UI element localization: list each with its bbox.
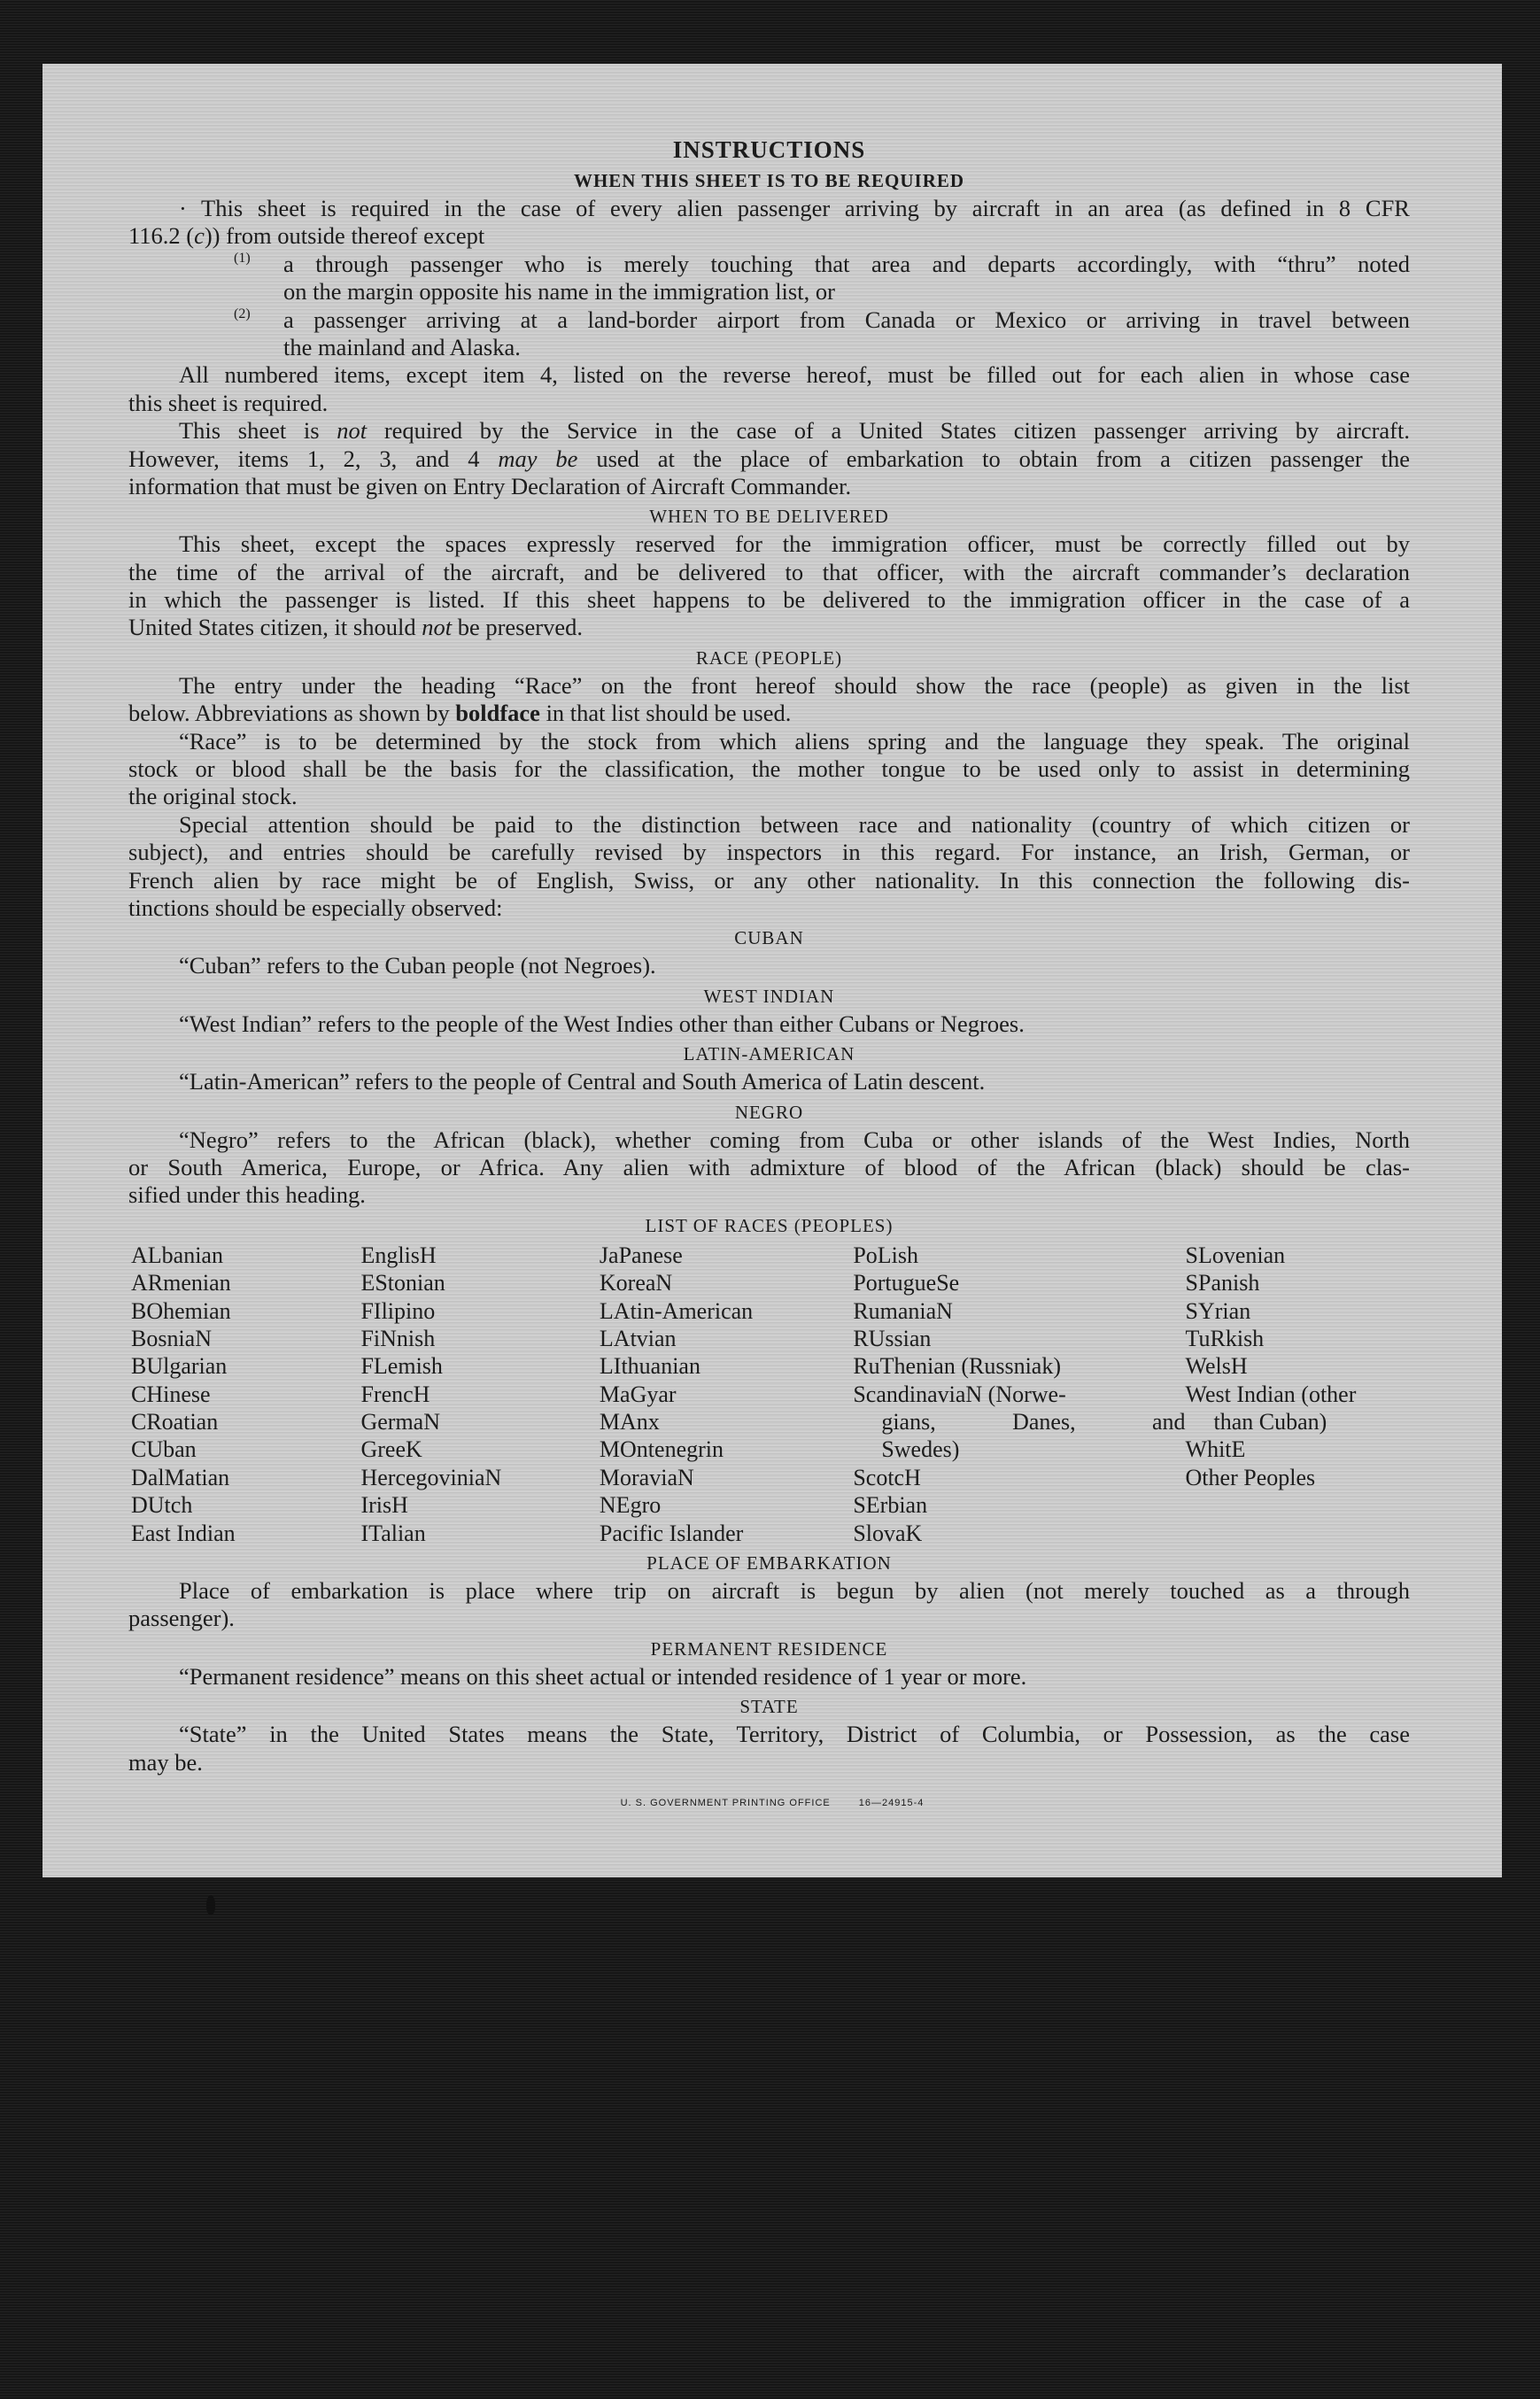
text-line (128, 700, 1410, 727)
item-number: (2) (234, 306, 251, 321)
race-entry: Other Peoples (1185, 1464, 1316, 1490)
race-entry: GermaN (360, 1409, 440, 1436)
text-line: “Race” is to be determined by the stock from which aliens spring and the language they speak. The original (179, 727, 1410, 755)
text-line: Special attention should be paid to the distinction between race and nationality (country of which citizen or (179, 810, 1410, 838)
form-number: 16—24915-4 (858, 1798, 925, 1808)
ink-mark (206, 1895, 215, 1915)
race-entry: JaPanese (599, 1242, 683, 1268)
text-segment: below. Abbreviations as shown by (128, 700, 456, 727)
race-entry: BOhemian (131, 1297, 231, 1324)
race-entry: FIlipino (360, 1297, 436, 1324)
text-line: information that must be given on Entry Declaration of Aircraft Commander. (128, 472, 852, 499)
text-line: on the margin opposite his name in the immigration list, or (283, 278, 835, 306)
race-entry: ALbanian (131, 1242, 223, 1268)
race-entry: WelsH (1185, 1353, 1248, 1380)
race-entry: SErbian (853, 1492, 928, 1519)
text-line: a through passenger who is merely touching that area and departs accordingly, with “thru” noted (283, 250, 1410, 277)
instructions-sections (128, 165, 1410, 1210)
race-entry: SPanish (1185, 1270, 1260, 1296)
race-column (360, 1242, 599, 1547)
text-line: passenger). (128, 1605, 235, 1632)
text-segment: 116.2 ( (128, 222, 195, 250)
text-line: subject), and entries should be carefully revised by inspectors in this regard. For instance, an Irish, German, or (128, 839, 1410, 866)
text-segment: be preserved. (452, 614, 583, 641)
paragraph (128, 728, 1410, 811)
text-line (128, 614, 1410, 641)
section-heading: RACE (PEOPLE) (695, 646, 843, 669)
race-entry: ITalian (360, 1520, 426, 1546)
text-line: French alien by race might be of English, Swiss, or any other nationality. In this connection the following dis- (128, 866, 1410, 894)
race-entry: MOntenegrin (599, 1436, 724, 1463)
race-entry: BosniaN (131, 1325, 212, 1351)
text-segment: used at the place of embarkation to obtain from a citizen passenger the (577, 445, 1410, 472)
text-line: may be. (128, 1748, 203, 1776)
paragraph (128, 1577, 1410, 1633)
italic-text: not (337, 417, 368, 445)
race-column (853, 1242, 1185, 1547)
printer-imprint (43, 1798, 1502, 1808)
race-entry: DalMatian (131, 1464, 230, 1490)
italic-text: not (422, 614, 453, 641)
race-entry: WhitE (1185, 1436, 1246, 1463)
text-line: the mainland and Alaska. (283, 333, 521, 360)
race-entry: KoreaN (599, 1270, 673, 1296)
text-line: “State” in the United States means the State, Territory, District of Columbia, or Possession, as the case (179, 1721, 1410, 1748)
text-line: “Cuban” refers to the Cuban people (not Negroes). (179, 952, 656, 979)
text-line (128, 222, 1410, 250)
race-column (600, 1242, 853, 1547)
text-line: This sheet, except the spaces expressly reserved for the immigration officer, must be correctly filled out by (179, 530, 1410, 558)
text-line: The entry under the heading “Race” on the front hereof should show the race (people) as given in the list (179, 671, 1410, 699)
race-list (128, 1242, 1410, 1547)
race-entry: CUban (131, 1436, 197, 1463)
race-column (131, 1242, 360, 1547)
race-entry: than Cuban) (1213, 1409, 1327, 1436)
race-entry: NEgro (599, 1492, 662, 1519)
instruction-sheet (43, 64, 1502, 1877)
italic-text: c (194, 222, 205, 250)
section-heading: STATE (739, 1696, 799, 1718)
section-heading: LATIN-AMERICAN (683, 1043, 855, 1065)
section-heading: PERMANENT RESIDENCE (650, 1637, 888, 1660)
text-segment: United States citizen, it should (128, 614, 422, 641)
race-entry: RUssian (853, 1325, 932, 1351)
race-entry: FLemish (360, 1353, 443, 1380)
race-entry: SlovaK (853, 1520, 923, 1546)
paragraph (128, 1663, 1410, 1691)
section-heading: WEST INDIAN (703, 985, 835, 1007)
section-heading: NEGRO (734, 1101, 804, 1123)
race-entry: ScotcH (853, 1464, 921, 1490)
race-entry: RumaniaN (853, 1297, 953, 1324)
text-line: tinctions should be especially observed: (128, 894, 503, 921)
race-entry: FrencH (360, 1381, 430, 1407)
race-list-heading: LIST OF RACES (PEOPLES) (645, 1214, 894, 1236)
race-entry: IrisH (360, 1492, 408, 1519)
text-line (128, 445, 1410, 473)
race-entry: LAtin-American (599, 1297, 754, 1324)
section-heading: PLACE OF EMBARKATION (646, 1552, 892, 1575)
text-segment: However, items 1, 2, 3, and 4 (128, 445, 499, 472)
race-entry: gians, Danes, and (881, 1409, 1186, 1436)
text-line: sified under this heading. (128, 1181, 366, 1209)
item-number: (1) (234, 250, 251, 266)
text-segment: required by the Service in the case of a United States citizen passenger arriving by aircraft. (367, 417, 1410, 445)
race-entry: DUtch (131, 1492, 193, 1519)
race-entry: Swedes) (881, 1436, 960, 1463)
definitions-sections (128, 1547, 1410, 1776)
section-heading: CUBAN (734, 927, 804, 949)
text-line (128, 417, 1410, 445)
text-line: stock or blood shall be the basis for the classification, the mother tongue to be used only to assist in determining (128, 755, 1410, 783)
text-line: the time of the arrival of the aircraft, and be delivered to that officer, with the aircraft commander’s declaration (128, 558, 1410, 585)
section-heading: WHEN TO BE DELIVERED (649, 506, 889, 528)
race-entry: MAnx (599, 1409, 660, 1436)
race-entry: MoraviaN (599, 1464, 694, 1490)
text-line: a passenger arriving at a land-border airport from Canada or Mexico or arriving in travel between (283, 306, 1410, 333)
text-line: the original stock. (128, 783, 298, 810)
race-entry: HercegoviniaN (360, 1464, 502, 1490)
paragraph (128, 672, 1410, 728)
sheet-content (128, 135, 1410, 1776)
race-entry: Pacific Islander (599, 1520, 744, 1546)
text-line: this sheet is required. (128, 389, 329, 416)
page-title: INSTRUCTIONS (672, 136, 866, 163)
paragraph (128, 1010, 1410, 1038)
race-entry: PoLish (853, 1242, 918, 1268)
paragraph (128, 1126, 1410, 1210)
text-line: “Permanent residence” means on this sheet actual or intended residence of 1 year or more. (179, 1662, 1027, 1690)
race-entry: LAtvian (599, 1325, 677, 1351)
text-line: All numbered items, except item 4, listed on the reverse hereof, must be filled out for each alien in whose case (179, 361, 1410, 389)
race-entry: FiNnish (360, 1325, 436, 1351)
text-line: “West Indian” refers to the people of the West Indies other than either Cubans or Negroes. (179, 1010, 1025, 1037)
race-entry: EnglisH (360, 1242, 437, 1268)
race-entry: EStonian (360, 1270, 445, 1296)
text-line: Place of embarkation is place where trip on aircraft is begun by alien (not merely touched as a through (179, 1577, 1410, 1605)
paragraph (128, 530, 1410, 642)
text-line: · This sheet is required in the case of every alien passenger arriving by aircraft in an area (as defined in 8 CFR (179, 195, 1410, 221)
race-column (1186, 1242, 1410, 1547)
race-entry: West Indian (other (1185, 1381, 1357, 1407)
paragraph (128, 1068, 1410, 1095)
race-entry: SYrian (1185, 1297, 1251, 1324)
paragraph (128, 417, 1410, 500)
paragraph (128, 306, 1410, 362)
race-entry: ScandinaviaN (Norwe- (853, 1381, 1066, 1407)
text-line: or South America, Europe, or Africa. Any alien with admixture of blood of the African (black) should be clas- (128, 1153, 1410, 1180)
section-heading: WHEN THIS SHEET IS TO BE REQUIRED (573, 170, 965, 191)
text-segment: )) from outside thereof except (204, 222, 485, 250)
race-entry: LIthuanian (599, 1353, 700, 1380)
text-segment: in that list should be used. (539, 700, 792, 727)
paragraph (128, 361, 1410, 417)
paragraph (128, 1721, 1410, 1776)
text-line: “Latin-American” refers to the people of Central and South America of Latin descent. (179, 1068, 986, 1095)
paragraph (128, 195, 1410, 251)
paragraph (128, 952, 1410, 979)
bold-text: boldface (455, 700, 540, 727)
race-entry: ARmenian (131, 1270, 231, 1296)
text-line: “Negro” refers to the African (black), whether coming from Cuba or other islands of the West Indies, North (179, 1126, 1410, 1153)
race-entry: MaGyar (599, 1381, 677, 1407)
printer-name: U. S. GOVERNMENT PRINTING OFFICE (620, 1798, 831, 1808)
race-entry: East Indian (131, 1520, 236, 1546)
race-entry: PortugueSe (853, 1270, 960, 1296)
text-line: in which the passenger is listed. If this sheet happens to be delivered to the immigration officer in the case of a (128, 586, 1410, 614)
paragraph (128, 251, 1410, 306)
race-entry: CHinese (131, 1381, 211, 1407)
text-segment: This sheet is (179, 417, 337, 445)
race-entry: BUlgarian (131, 1353, 228, 1380)
paragraph (128, 811, 1410, 923)
race-entry: SLovenian (1185, 1242, 1286, 1268)
race-entry: RuThenian (Russniak) (853, 1353, 1061, 1380)
italic-text: may be (498, 445, 578, 472)
race-entry: GreeK (360, 1436, 422, 1463)
race-entry: TuRkish (1185, 1325, 1265, 1351)
race-entry: CRoatian (131, 1409, 219, 1436)
